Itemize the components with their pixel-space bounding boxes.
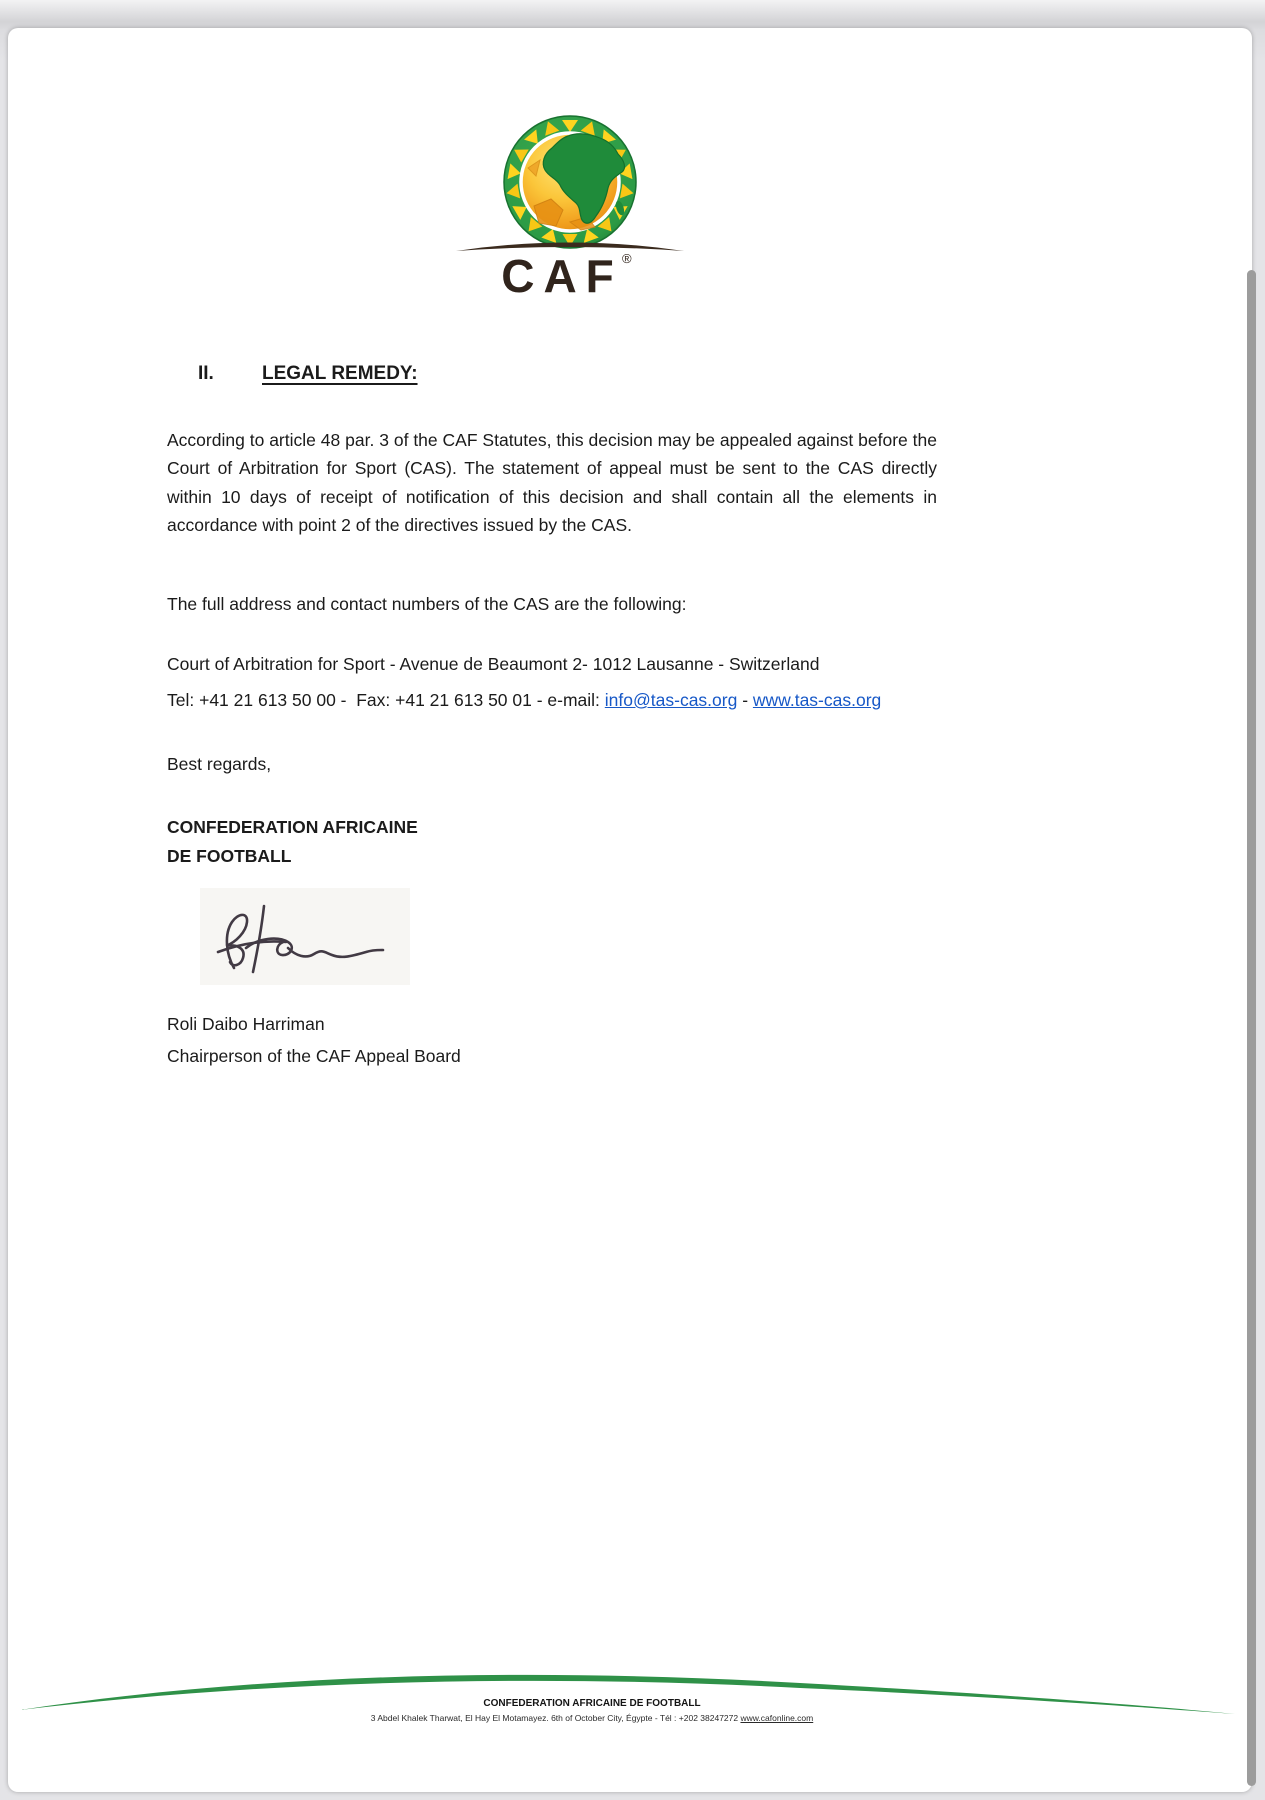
email-link[interactable]: info@tas-cas.org — [604, 690, 738, 710]
closing-line: Best regards, — [167, 754, 272, 774]
caf-logo — [450, 110, 690, 310]
cas-address-line: Court of Arbitration for Sport - Avenue de Beaumont 2- 1012 Lausanne - Switzerland — [167, 654, 820, 674]
signature-image — [200, 888, 410, 985]
footer-address-text: 3 Abdel Khalek Tharwat, El Hay El Motamayez. 6th of October City, Égypte - Tél : +202 38247272 — [370, 1713, 741, 1723]
section-title: LEGAL REMEDY: — [262, 363, 418, 384]
caf-emblem-icon — [450, 110, 690, 310]
scrollbar-thumb[interactable] — [1247, 270, 1256, 1786]
organization-name-line2: DE FOOTBALL — [167, 846, 292, 866]
signer-title: Chairperson of the CAF Appeal Board — [167, 1046, 461, 1066]
cas-website-link[interactable]: www.tas-cas.org — [752, 690, 882, 710]
contact-separator: - — [737, 690, 753, 710]
cas-contact-line — [167, 686, 881, 714]
footer-organization-name: CONFEDERATION AFRICAINE DE FOOTBALL — [483, 1698, 701, 1709]
signer-name: Roli Daibo Harriman — [167, 1014, 325, 1034]
registered-trademark-symbol: ® — [622, 251, 632, 266]
address-intro-line: The full address and contact numbers of the CAS are the following: — [167, 594, 687, 614]
signature-scribble-icon — [200, 888, 410, 985]
organization-name-line1: CONFEDERATION AFRICAINE — [167, 817, 418, 837]
contact-prefix: Tel: +41 21 613 50 00 - Fax: +41 21 613 50 01 - e-mail: — [167, 690, 605, 710]
section-number: II. — [198, 363, 214, 384]
footer-website-link[interactable]: www.cafonline.com — [740, 1713, 814, 1723]
caf-wordmark: CAF — [501, 250, 623, 302]
appeal-paragraph: According to article 48 par. 3 of the CAF Statutes, this decision may be appealed against before the Court of Arbitration for Sport (CAS). The statement of appeal must be sent to the CAS directly within 10 days of receipt of notification of this decision and shall contain all the elements in accordance with point 2 of the directives issued by the CAS. — [167, 430, 937, 536]
footer-address-line — [192, 1713, 992, 1723]
